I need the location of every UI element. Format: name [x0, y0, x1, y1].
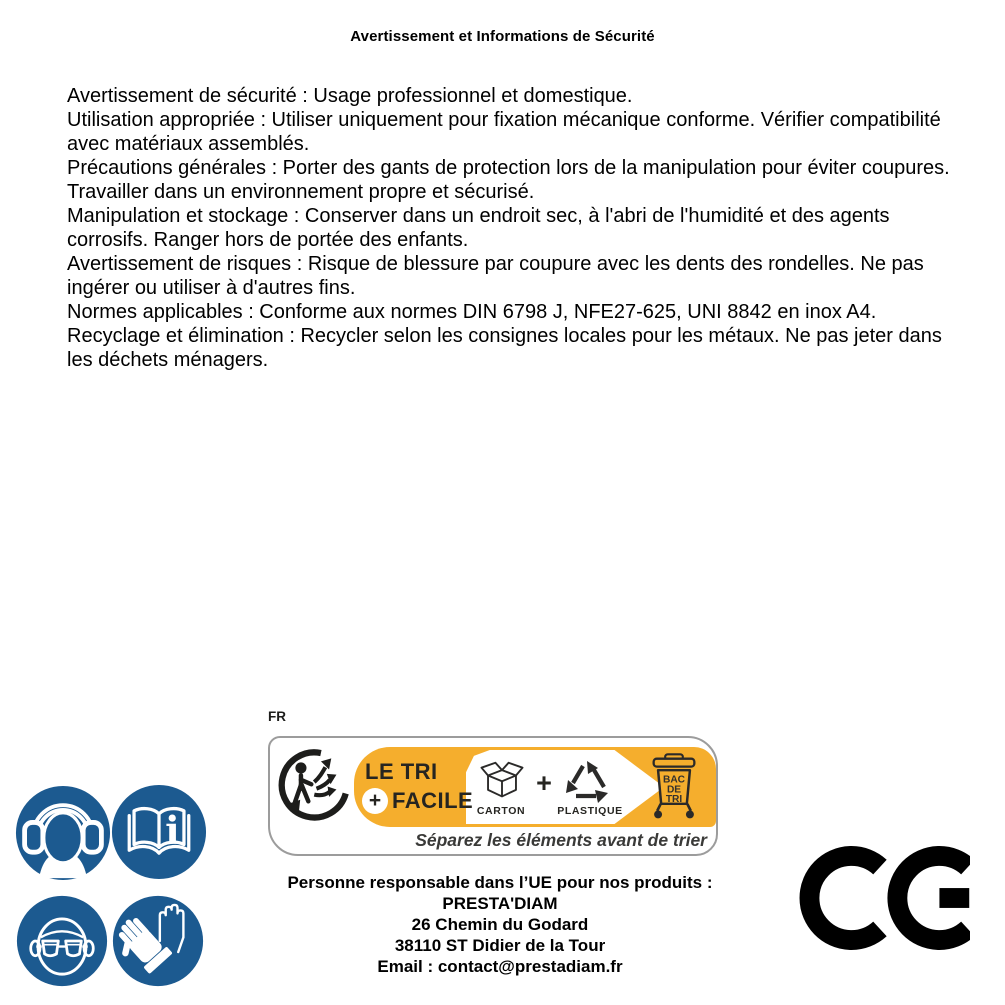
- wear-ear-protection-icon: [15, 785, 111, 881]
- contact-email: Email : contact@prestadiam.fr: [377, 957, 623, 976]
- wear-protective-gloves-icon: [112, 895, 204, 987]
- tri-facile-banner: [354, 747, 716, 827]
- plus-separator: +: [536, 768, 552, 798]
- ce-marking-icon: [798, 846, 970, 950]
- safety-paragraphs: [67, 84, 967, 372]
- material-plastique-label: PLASTIQUE: [557, 805, 623, 817]
- bin-label-line: TRI: [665, 794, 683, 806]
- banner-title-bottom: FACILE: [392, 788, 474, 813]
- paragraph-recycling: Recyclage et élimination : Recycler selon les consignes locales pour les métaux. Ne pas jeter dans les déchets ménagers.: [67, 325, 942, 371]
- plus-icon: +: [362, 788, 388, 814]
- info-tri-label: [268, 736, 718, 856]
- paragraph-standards: Normes applicables : Conforme aux normes DIN 6798 J, NFE27-625, UNI 8842 en inox A4.: [67, 301, 877, 323]
- banner-title-top: LE TRI: [365, 759, 438, 784]
- responsible-intro: Personne responsable dans l’UE pour nos produits :: [287, 873, 713, 892]
- sorting-slogan: Séparez les éléments avant de trier: [415, 830, 707, 850]
- bin-label-line: DE: [666, 784, 682, 796]
- page-title: Avertissement et Informations de Sécurité: [350, 28, 655, 45]
- country-code: FR: [268, 709, 286, 724]
- material-carton-label: CARTON: [476, 805, 526, 817]
- triman-icon: [278, 747, 352, 823]
- bin-label-line: BAC: [662, 774, 686, 786]
- paragraph-risk-warning: Avertissement de risques : Risque de blessure par coupure avec les dents des rondelles. Ne pas ingérer ou utiliser à d'autres fins.: [67, 253, 924, 299]
- paragraph-appropriate-use: Utilisation appropriée : Utiliser uniquement pour fixation mécanique conforme. Vérifier compatibilité avec matériaux assemblés.: [67, 109, 941, 155]
- paragraph-handling-storage: Manipulation et stockage : Conserver dans un endroit sec, à l'abri de l'humidité et des agents corrosifs. Ranger hors de portée des enfants.: [67, 205, 890, 251]
- cardboard-box-icon: [475, 757, 529, 803]
- company-name: PRESTA'DIAM: [442, 894, 558, 913]
- responsible-person-block: [253, 872, 747, 977]
- paragraph-safety-warning: Avertissement de sécurité : Usage professionnel et domestique.: [67, 85, 633, 107]
- address-street: 26 Chemin du Godard: [411, 915, 589, 934]
- paragraph-general-precautions: Précautions générales : Porter des gants de protection lors de la manipulation pour éviter coupures. Travailler dans un environnement propre et sécurisé.: [67, 157, 950, 203]
- svg-text:i: i: [165, 808, 180, 854]
- recycling-triangle-icon: [562, 759, 614, 803]
- sorting-bin-icon: [651, 752, 697, 822]
- read-instruction-manual-icon: [111, 784, 207, 880]
- address-city: 38110 ST Didier de la Tour: [394, 936, 606, 955]
- wear-eye-protection-icon: [16, 895, 108, 987]
